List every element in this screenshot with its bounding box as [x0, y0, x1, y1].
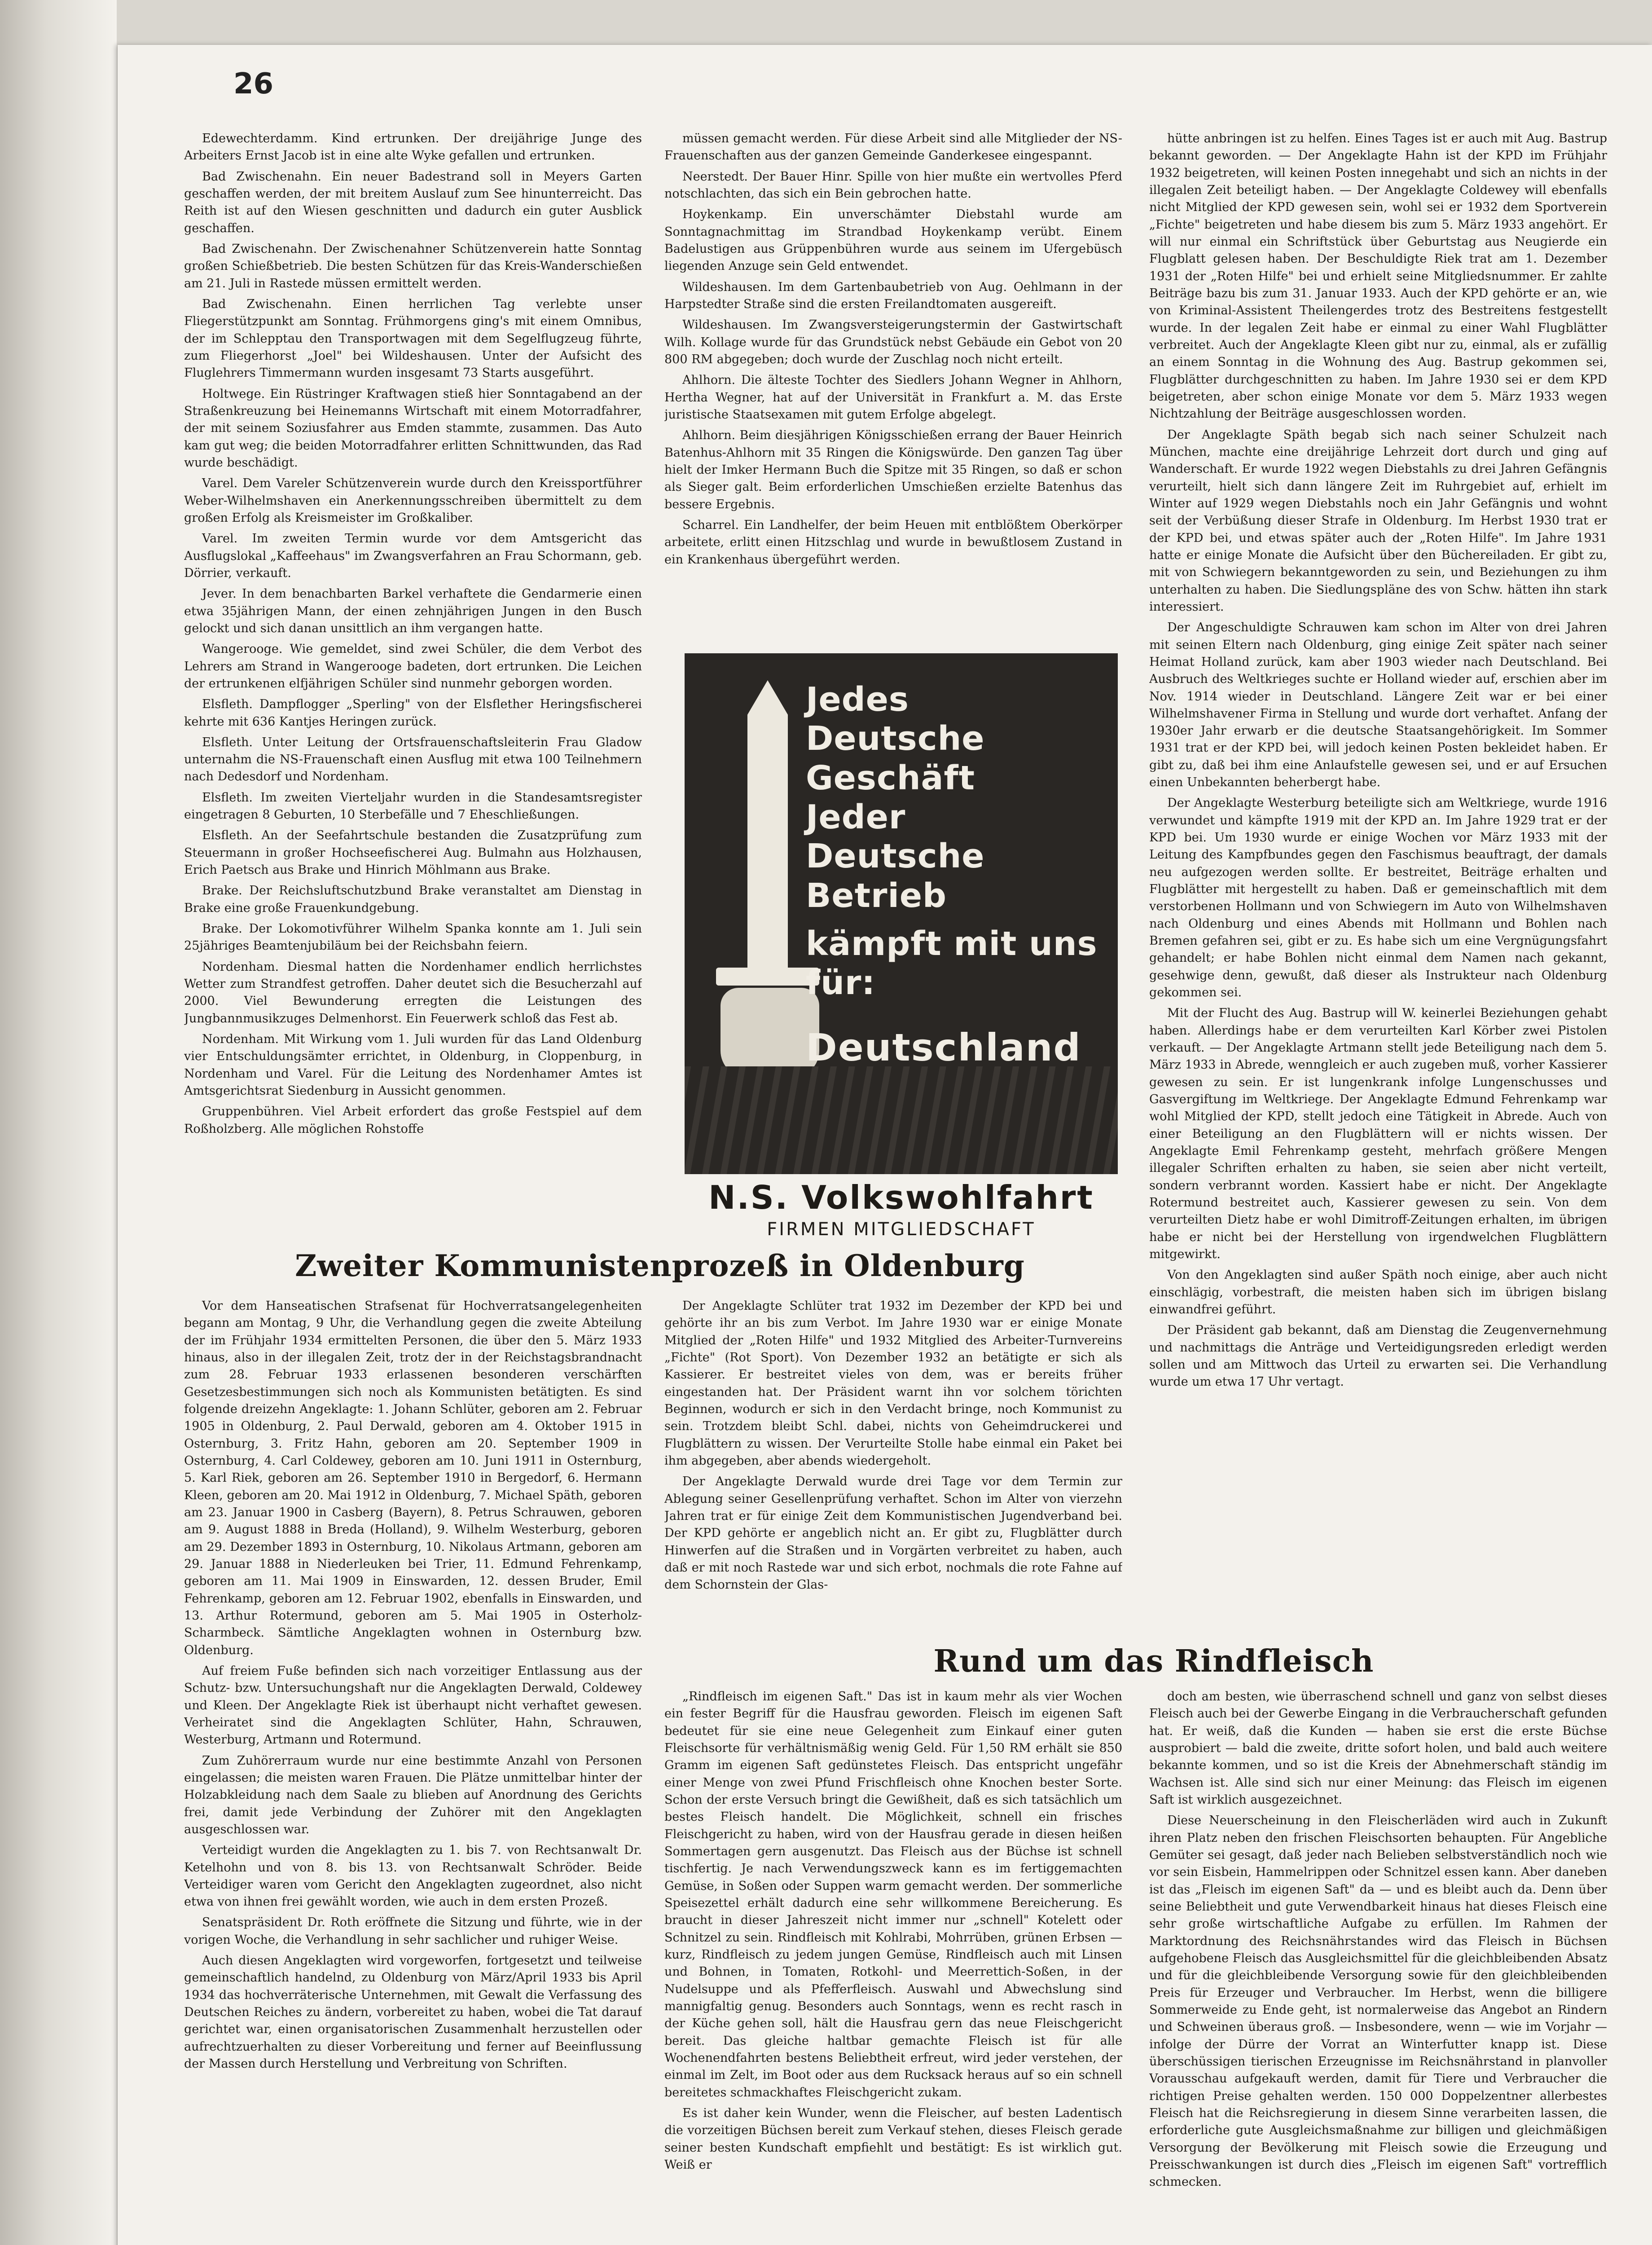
paragraph: Hoykenkamp. Ein unverschämter Diebstahl wurde am Sonntagnachmittag im Strandbad Hoykenkamp verübt. Einem Badelustigen aus Grüppenbühren wurde aus seinem im Ufergebüsch liegenden Anzuge sein Geld entwendet. — [664, 207, 1122, 273]
local-news-column-1 — [184, 130, 642, 1248]
sword-guard-icon — [716, 968, 819, 986]
paragraph: Auf freiem Fuße befinden sich nach vorzeitiger Entlassung aus der Schutz- bzw. Untersuchungshaft nur die Angeklagten Derwald, Coldewey und Kleen. Der Angeklagte Riek ist überhaupt nicht verhaftet gewesen. Verheiratet sind die Angeklagten Schlüter, Hahn, Schrauwen, Westerburg, Artmann und Rotermund. — [184, 1664, 642, 1747]
ad-line-6: für: — [806, 964, 875, 1003]
paragraph: Zum Zuhörerraum wurde nur eine bestimmte Anzahl von Personen eingelassen; die meisten waren Frauen. Die Plätze unmittelbar hinter der Holzabkleidung nach dem Saale zu blieben auf Anordnung des Gerichts frei, damit jede Verbindung der Zuhörer mit den Angeklagten ausgeschlossen war. — [184, 1753, 642, 1836]
paragraph: Elsfleth. An der Seefahrtschule bestanden die Zusatzprüfung zum Steuermann in großer Hochseefischerei Aug. Bulmahn aus Holzhausen, Erich Paetsch aus Brake und Hinrich Möhlmann aus Brake. — [184, 828, 642, 877]
ad-organisation: N.S. Volkswohlfahrt — [708, 1179, 1094, 1216]
paragraph: Der Angeschuldigte Schrauwen kam schon im Alter von drei Jahren mit seinen Eltern nach Oldenburg, ging einige Zeit später nach seiner Heimat Holland zurück, kam aber 1903 wieder nach Deutschland. Bei Ausbruch des Weltkrieges suchte er Holland wieder auf, erschien aber im Nov. 1914 wieder in Deutschland. Längere Zeit war er bei einer Wilhelmshavener Firma in Stellung und wurde dort verhaftet. Anfang der 1930er Jahr erwarb er die deutsche Staatsangehörigkeit. Im Sommer 1931 trat er der KPD bei, will jedoch keinen Posten bekleidet haben. Er gibt zu, daß bei ihm eine Anlaufstelle gewesen sei, und er auf Ersuchen einen Unbekannten beherbergt habe. — [1149, 621, 1607, 790]
ad-line-5: kämpft mit uns — [806, 924, 1098, 963]
book-binding — [0, 0, 117, 2245]
paragraph: Brake. Der Lokomotivführer Wilhelm Spanka konnte am 1. Juli sein 25jähriges Beamtenjubiläum bei der Reichsbahn feiern. — [184, 922, 642, 953]
paragraph: Senatspräsident Dr. Roth eröffnete die Sitzung und führte, wie in der vorigen Woche, die Verhandlung in sehr sachlicher und ruhiger Weise. — [184, 1915, 642, 1947]
paragraph: Verteidigt wurden die Angeklagten zu 1. bis 7. von Rechtsanwalt Dr. Ketelhohn und von 8. bis 13. von Rechtsanwalt Schröder. Beide Verteidiger waren vom Gericht den Angeklagten zugeordnet, also nicht etwa von ihnen frei gewählt worden, wie auch in dem ersten Prozeß. — [184, 1843, 642, 1909]
paragraph: Wangerooge. Wie gemeldet, sind zwei Schüler, die dem Verbot des Lehrers am Strand in Wangerooge badeten, dort ertrunken. Die Leichen der ertrunkenen elfjährigen Schüler sind nunmehr geborgen worden. — [184, 642, 642, 691]
ad-line-3: Jeder — [806, 797, 906, 836]
paragraph: Elsfleth. Unter Leitung der Ortsfrauenschaftsleiterin Frau Gladow unternahm die NS-Frauenschaft einen Ausflug mit etwa 100 Teilnehmern nach Dedesdorf und Nordenham. — [184, 735, 642, 784]
paragraph: Es ist daher kein Wunder, wenn die Fleischer, auf besten Ladentisch die vorzeitigen Büchsen bereit zum Verkauf stehen, dieses Fleisch gerade seiner besten Kundschaft empfiehlt und bestätigt: Es ist wirklich gut. Weiß er — [664, 2106, 1122, 2172]
paragraph: hütte anbringen ist zu helfen. Eines Tages ist er auch mit Aug. Bastrup bekannt geworden. — Der Angeklagte Hahn ist der KPD im Frühjahr 1932 beigetreten, will keinen Posten innegehabt und sich an nichts in der illegalen Zeit beteiligt haben. — Der Angeklagte Coldewey will ebenfalls nicht Mitglied der KPD gewesen sein, wohl sei er 1932 dem Sportverein „Fichte" beigetreten und habe diesem bis zum 5. März 1933 angehört. Er will nur einmal ein Schriftstück über Geburtstag aus Neugierde ein Flugblatt gelesen haben. Der Beschuldigte Riek trat am 1. Dezember 1931 der „Roten Hilfe" bei und erhielt seine Mitgliedsnummer. Er zahlte Beiträge bazu bis zum 31. Januar 1933. Auch der KPD gehörte er an, wie von Kriminal-Assistent Theilengerdes trotz des Bestreitens festgestellt wurde. In der legalen Zeit habe er einmal zu einer Wahl Flugblätter verbreitet. Auch der Angeklagte Kleen gibt nur zu, einmal, als er zufällig an einem Sonntag in die Wohnung des Aug. Bastrup gekommen sei, Flugblätter durchgeschnitten zu haben. Im Jahre 1930 sei er dem KPD beigetreten, aber schon einige Monate vor dem 5. März 1933 wegen Nichtzahlung der Beiträge ausgeschlossen worden. — [1149, 132, 1607, 421]
beef-article-column-1 — [664, 1688, 1122, 2245]
paragraph: Der Angeklagte Derwald wurde drei Tage vor dem Termin zur Ablegung seiner Gesellenprüfung verhaftet. Schon im Alter von vierzehn Jahren trat er für einige Zeit dem Kommunistischen Jugendverband bei. Der KPD gehörte er angeblich nicht an. Er gibt zu, Flugblätter durch Hinwerfen auf die Straßen und in Vorgärten verbreitet zu haben, auch daß er mit noch Rastede war und sich erbot, nochmals die rote Fahne auf dem Schornstein der Glas- — [664, 1475, 1122, 1592]
paragraph: Ahlhorn. Beim diesjährigen Königsschießen errang der Bauer Heinrich Batenhus-Ahlhorn mit 35 Ringen die Königswürde. Den ganzen Tag über hielt der Imker Hermann Buch die Spitze mit 35 Ringen, so daß er schon als Sieger galt. Beim erforderlichen Umschießen erzielte Batenhus das bessere Ergebnis. — [664, 428, 1122, 511]
paragraph: Vor dem Hanseatischen Strafsenat für Hochverratsangelegenheiten begann am Montag, 9 Uhr, die Verhandlung gegen die zweite Abteilung der im Frühjahr 1934 ermittelten Personen, die über den 5. März 1933 hinaus, also in der illegalen Zeit, trotz der in der Reichstagsbrandnacht zum 28. Februar 1933 erlassenen besonderen verschärften Gesetzesbestimmungen sich noch als Kommunisten betätigten. Es sind folgende dreizehn Angeklagte: 1. Johann Schlüter, geboren am 2. Februar 1905 in Oldenburg, 2. Paul Derwald, geboren am 4. Oktober 1915 in Osternburg, 3. Fritz Hahn, geboren am 20. September 1909 in Osternburg, 4. Carl Coldewey, geboren am 10. Juni 1911 in Osternburg, 5. Karl Riek, geboren am 26. September 1910 in Bergedorf, 6. Hermann Kleen, geboren am 20. Mai 1912 in Oldenburg, 7. Michael Späth, geboren am 23. Januar 1900 in Casberg (Bayern), 8. Petrus Schrauwen, geboren am 9. August 1888 in Breda (Holland), 9. Wilhelm Westerburg, geboren am 29. Dezember 1893 in Osternburg, 10. Nikolaus Artmann, geboren am 29. Januar 1888 in Niederleuken bei Trier, 11. Edmund Fehrenkamp, geboren am 11. Mai 1909 in Einswarden, 12. dessen Bruder, Emil Fehrenkamp, geboren am 12. Februar 1902, ebenfalls in Einswarden, und 13. Arthur Rotermund, geboren am 5. Mai 1905 in Osterholz-Scharmbeck. Sämtliche Angeklagten wohnen in Osternburg bzw. Oldenburg. — [184, 1299, 642, 1657]
paragraph: Holtwege. Ein Rüstringer Kraftwagen stieß hier Sonntagabend an der Straßenkreuzung bei Heinemanns Wirtschaft mit einem Motorradfahrer, der mit seinem Soziusfahrer aus Emden stammte, zusammen. Das Auto kam gut weg; die beiden Motorradfahrer erlitten Schnittwunden, das Rad wurde beschädigt. — [184, 387, 642, 470]
paragraph: Elsfleth. Im zweiten Vierteljahr wurden in die Standesamtsregister eingetragen 8 Geburten, 10 Sterbefälle und 7 Eheschließungen. — [184, 790, 642, 822]
paragraph: Bad Zwischenahn. Einen herrlichen Tag verlebte unser Fliegerstützpunkt am Sonntag. Frühmorgens ging's mit einem Omnibus, der im Schlepptau den Transportwagen mit dem Segelflugzeug führte, zum Fliegerhorst „Joel" bei Wildeshausen. Unter der Aufsicht des Fluglehrers Timmermann wurden insgesamt 73 Starts ausgeführt. — [184, 297, 642, 380]
headline-beef: Rund um das Rindfleisch — [933, 1643, 1374, 1679]
paragraph: Gruppenbühren. Viel Arbeit erfordert das große Festspiel auf dem Roßholzberg. Alle möglichen Rohstoffe — [184, 1105, 642, 1136]
paragraph: Varel. Im zweiten Termin wurde vor dem Amtsgericht das Ausflugslokal „Kaffeehaus" im Zwangsverfahren an Frau Schormann, geb. Dörrier, verkauft. — [184, 532, 642, 580]
paragraph: Der Angeklagte Schlüter trat 1932 im Dezember der KPD bei und gehörte ihr an bis zum Verbot. Im Jahre 1930 war er einige Monate Mitglied der „Roten Hilfe" und 1932 Mitglied des Arbeiter-Turnvereins „Fichte" (Rot Sport). Von Dezember 1932 an betätigte er sich als Kassierer. Er bestreitet vieles von dem, was er bereits früher eingestanden hat. Der Präsident warnt ihn vor solchem törichten Beginnen, wodurch er sich in den Verdacht bringe, noch Kommunist zu sein. Trotzdem bleibt Schl. dabei, nichts von Geheimdruckerei und Flugblättern zu wissen. Der Verurteilte Stolle habe einmal ein Paket bei ihm abgegeben, aber abends wiedergeholt. — [664, 1299, 1122, 1468]
paragraph: „Rindfleisch im eigenen Saft." Das ist in kaum mehr als vier Wochen ein fester Begriff für die Hausfrau geworden. Fleisch im eigenen Saft bedeutet für sie eine neue Gelegenheit zum Einkauf einer guten Fleischsorte für verhältnismäßig wenig Geld. Für 1,50 RM erhält sie 850 Gramm im eigenen Saft gedünstetes Fleisch. Das entspricht ungefähr einer Menge von zwei Pfund Frischfleisch ohne Knochen bester Sorte. Schon der erste Versuch bringt die Gewißheit, daß es sich tatsächlich um bestes Fleisch handelt. Die Möglichkeit, schnell ein frisches Fleischgericht zu haben, wird von der Hausfrau gerade in diesen heißen Sommertagen gern ausgenutzt. Das Fleisch aus der Büchse ist schnell tischfertig. Je nach Verwendungszweck kann es im fertiggemachten Gemüse, in Soßen oder Suppen warm gemacht werden. Der sommerliche Speisezettel erhält dadurch eine sehr willkommene Bereicherung. Es braucht in dieser Jahreszeit nicht immer nur „schnell" Kotelett oder Schnitzel zu sein. Rindfleisch mit Kohlrabi, Mohrrüben, grünen Erbsen — kurz, Rindfleisch zu jedem jungen Gemüse, Rindfleisch auch mit Linsen und Bohnen, in Tomaten, Rotkohl- und Meerrettich-Soßen, in der Nudelsuppe und als Pfefferfleisch. Auswahl und Abwechslung sind mannigfaltig genug. Besonders auch Sonntags, wenn es recht rasch in der Küche gehen soll, hält die Hausfrau gern das neue Fleischgericht bereit. Das gleiche haltbar gemachte Fleisch ist für alle Wochenendfahrten bestens Beliebtheit erfreut, wird jeder verstehen, der einmal im Zelt, im Boot oder aus dem Rucksack heraus auf so ein schnell bereitetes schmackhaftes Fleischgericht zukam. — [664, 1690, 1122, 2100]
paragraph: Ahlhorn. Die älteste Tochter des Siedlers Johann Wegner in Ahlhorn, Hertha Wegner, hat auf der Universität in Frankfurt a. M. das Erste juristische Staatsexamen mit gutem Erfolge abgelegt. — [664, 373, 1122, 422]
headline-communist-trial: Zweiter Kommunistenprozeß in Oldenburg — [295, 1248, 1025, 1283]
paragraph: Nordenham. Mit Wirkung vom 1. Juli wurden für das Land Oldenburg vier Entschuldungsämter errichtet, in Oldenburg, in Cloppenburg, in Nordenham und Varel. Für die Leitung des Nordenhamer Amtes ist Amtsgerichtsrat Siedenburg in Aussicht genommen. — [184, 1032, 642, 1098]
sunburst-rays — [685, 1066, 1118, 1174]
nsv-advertisement — [685, 653, 1118, 1174]
paragraph: Auch diesen Angeklagten wird vorgeworfen, fortgesetzt und teilweise gemeinschaftlich handelnd, zu Oldenburg von März/April 1933 bis April 1934 das hochverräterische Unternehmen, mit Gewalt die Verfassung des Deutschen Reiches zu ändern, vorbereitet zu haben, wobei die Tat darauf gerichtet war, einen organisatorischen Zusammenhalt herzustellen oder aufrechtzuerhalten zu dieser Vorbereitung und ferner auf Beeinflussung der Massen durch Herstellung und Verbreitung von Schriften. — [184, 1954, 642, 2071]
paragraph: Wildeshausen. Im Zwangsversteigerungstermin der Gastwirtschaft Wilh. Kollage wurde für das Grundstück nebst Gebäude ein Gebot von 20 800 RM abgegeben; doch wurde der Zuschlag noch nicht erteilt. — [664, 318, 1122, 366]
paragraph: Wildeshausen. Im dem Gartenbaubetrieb von Aug. Oehlmann in der Harpstedter Straße sind die ersten Freilandtomaten ausgereift. — [664, 280, 1122, 311]
ad-slogan — [806, 680, 1102, 1070]
ad-membership: FIRMEN MITGLIEDSCHAFT — [767, 1219, 1036, 1240]
paragraph: Varel. Dem Vareler Schützenverein wurde durch den Kreissportführer Weber-Wilhelmshaven ein Anerkennungsschreiben übermittelt zu dem großen Erfolg als Kreismeister im Großkaliber. — [184, 476, 642, 525]
paragraph: Neerstedt. Der Bauer Hinr. Spille von hier mußte ein wertvolles Pferd notschlachten, das sich ein Bein gebrochen hatte. — [664, 169, 1122, 201]
paragraph: Nordenham. Diesmal hatten die Nordenhamer endlich herrlichstes Wetter zum Strandfest getroffen. Daher deutet sich die Besucherzahl auf 2000. Viel Bewunderung erregten die Leistungen des Jungbannmusikzuges Delmenhorst. Ein Feuerwerk schloß das Fest ab. — [184, 960, 642, 1026]
paragraph: Mit der Flucht des Aug. Bastrup will W. keinerlei Beziehungen gehabt haben. Allerdings habe er dem verurteilten Karl Körber zwei Pistolen verkauft. — Der Angeklagte Artmann stellt jede Beteiligung nach dem 5. März 1933 in Abrede, wenngleich er auch zugeben muß, vorher Kassierer gewesen zu sein. Er ist lungenkrank infolge Lungenschusses und Gasvergiftung im Weltkriege. Der Angeklagte Edmund Fehrenkamp war wohl Mitglied der KPD, stellt jedoch eine Tätigkeit in Abrede. Auch von einer Beteiligung an den Flugblättern will er nichts wissen. Der Angeklagte Emil Fehrenkamp gesteht, mehrfach größere Mengen illegaler Schriften erhalten zu haben, sie seien aber nicht verteilt, sondern verbrannt worden. Kassiert habe er nicht. Der Angeklagte Rotermund bestreitet auch, Kassierer gewesen zu sein. Von dem verurteilten Dietz habe er wohl Dimitroff-Zeitungen erhalten, im übrigen habe er nicht bei der Herstellung von irgendwelchen Flugblättern mitgewirkt. — [1149, 1006, 1607, 1261]
trial-report-column-2 — [664, 1298, 1122, 1612]
paragraph: Der Präsident gab bekannt, daß am Dienstag die Zeugenvernehmung und nachmittags die Anträge und Verteidigungsreden erledigt werden sollen und am Mittwoch das Urteil zu erwarten sei. Die Verhandlung wurde um etwa 17 Uhr vertagt. — [1149, 1323, 1607, 1389]
paragraph: Brake. Der Reichsluftschutzbund Brake veranstaltet am Dienstag in Brake eine große Frauenkundgebung. — [184, 884, 642, 915]
paragraph: Elsfleth. Dampflogger „Sperling" von der Elsflether Heringsfischerei kehrte mit 636 Kantjes Heringen zurück. — [184, 697, 642, 729]
ad-line-1: Jedes — [806, 680, 909, 719]
paragraph: Von den Angeklagten sind außer Späth noch einige, aber auch nicht einschlägig, vorbestraft, die meisten haben sich im übrigen bislang einwandfrei geführt. — [1149, 1268, 1607, 1316]
paragraph: Bad Zwischenahn. Ein neuer Badestrand soll in Meyers Garten geschaffen werden, der mit breitem Auslauf zum See hinunterreicht. Das Reith ist auf den Wiesen geschnitten und dadurch ein guter Ausblick geschaffen. — [184, 169, 642, 235]
paragraph: müssen gemacht werden. Für diese Arbeit sind alle Mitglieder der NS-Frauenschaften aus der ganzen Gemeinde Ganderkesee eingespannt. — [664, 132, 1122, 163]
trial-report-column-1 — [184, 1298, 642, 2245]
paragraph: Jever. In dem benachbarten Barkel verhaftete die Gendarmerie einen etwa 35jährigen Mann, der einen zehnjährigen Jungen in den Busch gelockt und sich danan unsittlich an ihm vergangen hatte. — [184, 587, 642, 635]
trial-report-continued — [1149, 130, 1607, 1688]
paragraph: Bad Zwischenahn. Der Zwischenahner Schützenverein hatte Sonntag großen Schießbetrieb. Die besten Schützen für das Kreis-Wanderschießen am 21. Juli in Rastede müssen ermittelt werden. — [184, 242, 642, 291]
paragraph: Der Angeklagte Späth begab sich nach seiner Schulzeit nach München, machte eine dreijährige Lehrzeit dort durch und ging auf Wanderschaft. Er wurde 1922 wegen Diebstahls zu drei Jahren Gefängnis verurteilt, hielt sich dann längere Zeit im Ruhrgebiet auf, erhielt im Winter auf 1929 wegen Diebstahls noch ein Jahr Gefängnis und wohnt seit der Verbüßung dieser Strafe in Oldenburg. Im Herbst 1930 trat er der KPD bei, und etwas später auch der „Roten Hilfe". Im Jahre 1931 hatte er einige Monate die Aufsicht über den Büchereiladen. Er gibt zu, mit von Schwiegern bekanntgeworden zu sein, und Beziehungen zu ihm unterhalten zu haben. Die Siedlungspläne des von Schw. hätten ihn stark interessiert. — [1149, 427, 1607, 614]
local-news-column-2 — [664, 130, 1122, 638]
paragraph: Scharrel. Ein Landhelfer, der beim Heuen mit entblößtem Oberkörper arbeitete, erlitt einen Hitzschlag und wurde in bewußtlosem Zustand in ein Krankenhaus übergeführt werden. — [664, 518, 1122, 567]
paragraph: Diese Neuerscheinung in den Fleischerläden wird auch in Zukunft ihren Platz neben den frischen Fleischsorten behaupten. Für Angebliche Gemüter sei gesagt, daß jeder nach Belieben selbstverständlich noch wie vor sein Eisbein, Hammelrippen oder Schnitzel essen kann. Aber daneben ist das „Fleisch im eigenen Saft" da — und es bleibt auch da. Denn über seine Beliebtheit und gute Verwendbarkeit hinaus hat dieses Fleisch eine sehr große wirtschaftliche Aufgabe zu erfüllen. Im Rahmen der Marktordnung des Reichsnährstandes wird das Fleisch in Büchsen aufgehobene Fleisch das Ausgleichsmittel für die gleichbleibenden Absatz und für die gleichbleibende Versorgung sowie für den gleichbleibenden Preis für Erzeuger und Verbraucher. Im Herbst, wenn die billigere Sommerweide zu Ende geht, ist normalerweise das Angebot an Rindern und Schweinen überaus groß. — Insbesondere, wenn — wie im Vorjahr — infolge der Dürre der Vorrat an Winterfutter knapp ist. Diese überschüssigen tierischen Erzeugnisse im Reichsnährstand in planvoller Vorausschau aufgekauft werden, damit für Tiere und Verbraucher die richtigen Preise gehalten werden. 150 000 Doppelzentner allerbestes Fleisch hat die Reichsregierung in diesem Sinne verarbeiten lassen, die erforderliche gute Ausgleichsmaßnahme zur billigen und gleichmäßigen Versorgung der Bevölkerung mit Fleisch sowie die Erzeugung und Preisschwankungen ist durch dies „Fleisch im eigenen Saft" vortrefflich schmecken. — [1149, 1814, 1607, 2189]
paragraph: doch am besten, wie überraschend schnell und ganz von selbst dieses Fleisch auch bei der Gewerbe Eingang in die Verbraucherschaft gefunden hat. Er weiß, daß die Kunden — haben sie erst die erste Büchse ausprobiert — bald die zweite, dritte sofort holen, und bald auch weitere bekannte kommen, und so ist die Kreis der Abnehmerschaft ständig im Wachsen ist. Alle sind sich nur einer Meinung: das Fleisch im eigenen Saft ist wirklich ausgezeichnet. — [1149, 1690, 1607, 1807]
paragraph: Der Angeklagte Westerburg beteiligte sich am Weltkriege, wurde 1916 verwundet und kämpfte 1919 mit der KPD an. Im Jahre 1929 trat er der KPD bei. Um 1930 wurde er einige Wochen vor März 1933 mit der Leitung des Kampfbundes gegen den Faschismus beauftragt, der damals neu aufgezogen werden sollte. Er bestreitet, Beiträge erhalten und Flugblätter mit hergestellt zu haben. Daß er gemeinschaftlich mit dem verstorbenen Hollmann und von Schwiegern im Auto von Wilhelmshaven nach Oldenburg und eines Abends mit Hollmann und Bohlen nach Bremen gefahren sei, gibt er zu. Es habe sich um eine Vergnügungsfahrt gehandelt; er habe Bohlen nicht einmal dem Namen nach gekannt, gesehwige denn, gewußt, daß dieser als Instrukteur nach Oldenburg gekommen sei. — [1149, 796, 1607, 1000]
fist-icon — [721, 988, 819, 1078]
beef-article-column-2 — [1149, 1688, 1607, 2245]
sword-icon — [747, 680, 788, 968]
ad-line-7: Deutschland — [806, 1025, 1081, 1070]
ad-line-2: Deutsche Geschäft — [806, 719, 985, 797]
ad-line-4: Deutsche Betrieb — [806, 837, 985, 915]
paragraph: Edewechterdamm. Kind ertrunken. Der dreijährige Junge des Arbeiters Ernst Jacob ist in eine alte Wyke gefallen und ertrunken. — [184, 132, 642, 163]
page-number: 26 — [233, 67, 274, 101]
